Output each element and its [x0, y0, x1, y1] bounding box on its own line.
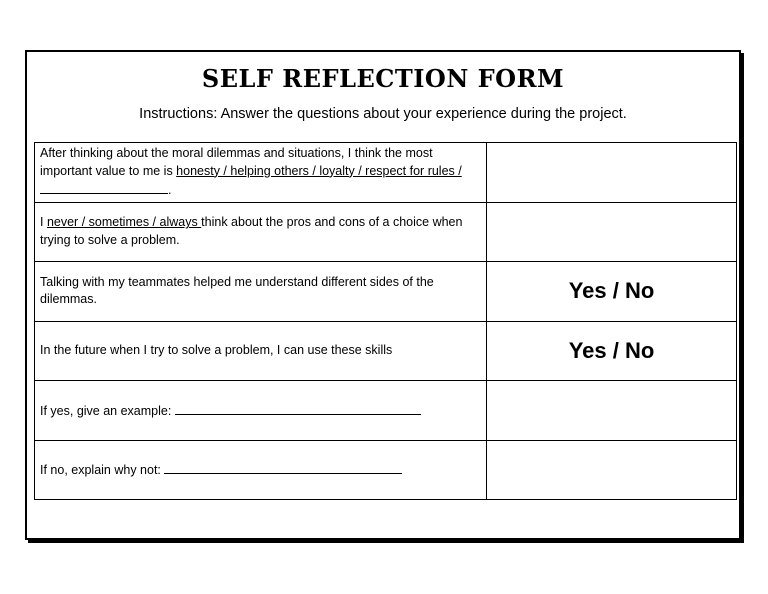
question-cell-frequency: [35, 202, 487, 262]
question-cell-teammates: [35, 262, 487, 322]
question-text: If no, explain why not:: [40, 463, 165, 477]
frequency-options: never / sometimes / always: [46, 215, 202, 230]
question-text: Talking with my teammates helped me understand different sides of the dilemmas.: [40, 274, 434, 307]
value-options: honesty / helping others / loyalty / respect for rules /: [176, 163, 462, 178]
questions-table: [34, 142, 737, 500]
question-text: If yes, give an example:: [40, 403, 175, 418]
yes-no-choice[interactable]: Yes / No: [568, 337, 655, 363]
answer-cell-values[interactable]: [487, 143, 737, 203]
question-cell-future: [35, 321, 487, 381]
question-text: I: [40, 215, 47, 230]
question-text: After thinking about the moral dilemmas and situations, I think the most important value to me is: [40, 146, 433, 178]
table-row: [35, 381, 737, 441]
answer-blank[interactable]: [40, 180, 168, 194]
question-cell-example: [35, 381, 487, 441]
question-text: In the future when I try to solve a problem, I can use these skills: [40, 343, 393, 357]
example-blank[interactable]: [175, 401, 421, 415]
answer-cell-teammates[interactable]: [487, 262, 737, 322]
question-cell-why-not: [35, 440, 487, 500]
answer-cell-future[interactable]: [487, 321, 737, 381]
question-text-end: think about the pros and cons of a choice when trying to solve a problem.: [40, 215, 463, 247]
table-row: [35, 262, 737, 322]
form-title: SELF REFLECTION FORM: [201, 64, 565, 93]
question-cell-values: [35, 143, 487, 203]
answer-cell-example[interactable]: [487, 381, 737, 441]
answer-cell-why-not[interactable]: [487, 440, 737, 500]
question-end: .: [168, 183, 172, 197]
table-row: [35, 202, 737, 262]
table-row: [35, 143, 737, 203]
answer-cell-frequency[interactable]: [487, 202, 737, 262]
self-reflection-form: [25, 50, 741, 540]
why-not-blank[interactable]: [164, 460, 402, 474]
table-row: [35, 440, 737, 500]
table-row: [35, 321, 737, 381]
yes-no-choice[interactable]: Yes / No: [568, 278, 655, 304]
form-instructions: Instructions: Answer the questions about your experience during the project.: [139, 106, 627, 122]
